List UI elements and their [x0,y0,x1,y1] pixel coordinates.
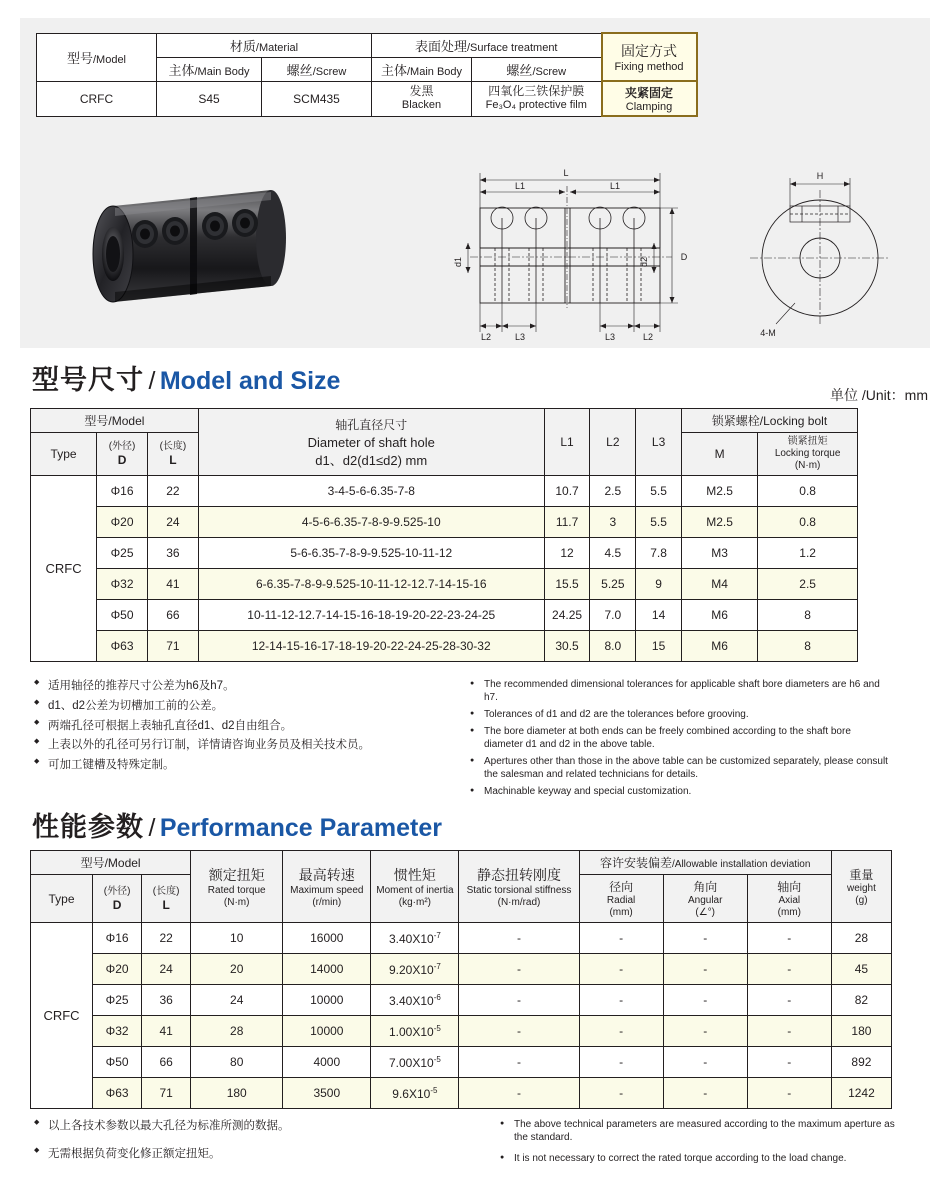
perf-cell-d: Φ25 [93,985,142,1016]
dim-label-H: H [816,171,824,181]
size-header-D-sym: D [117,453,127,467]
spec-value-surface-body [372,81,472,116]
perf-header-stiffness-unit: (N·m/rad) [497,896,541,908]
spec-value-material-body: S45 [157,81,262,116]
perf-cell-weight: 82 [831,985,891,1016]
perf-cell-axial: - [747,1047,831,1078]
perf-header-speed-en: Maximum speed [290,884,364,896]
perf-cell-inertia-exp: -5 [430,1085,438,1095]
perf-cell-weight: 1242 [831,1078,891,1109]
dim-label-bolt: 4-M [760,328,776,338]
perf-cell-weight: 180 [831,1016,891,1047]
perf-cell-inertia [371,1078,459,1109]
perf-cell-inertia [371,1016,459,1047]
size-header-L1: L1 [544,409,590,476]
size-cell-bore: 10-11-12-12.7-14-15-16-18-19-20-22-23-24-25 [198,600,544,631]
perf-cell-angular: - [663,1078,747,1109]
spec-value-material-screw: SCM435 [262,81,372,116]
perf-header-deviation [579,851,831,875]
perf-header-angular [663,875,747,923]
spec-subheader-material-body [157,57,262,81]
perf-header-deviation-zh: 容许安装偏差 [599,856,672,870]
note-item: ◆ 无需根据负荷变化修正额定扭矩。 [34,1146,474,1164]
spec-header-model-zh: 型号 [66,50,93,66]
size-header-L-zh: (长度) [159,441,187,452]
spec-value-surface-screw-zh: 四氧化三铁保护膜 [488,84,585,99]
size-cell-l: 41 [147,569,198,600]
perf-cell-speed: 10000 [283,985,371,1016]
perf-header-L [142,875,191,923]
perf-header-type: Type [31,875,93,923]
perf-cell-angular: - [663,954,747,985]
size-cell-L3: 7.8 [636,538,682,569]
perf-cell-axial: - [747,1078,831,1109]
dim-label-d1: d1 [453,256,463,268]
spec-subheader-material-body-zh: 主体 [168,62,195,78]
perf-cell-rated: 28 [191,1016,283,1047]
perf-header-angular-unit: (∠°) [695,907,716,918]
technical-drawings [450,148,950,358]
size-cell-L3: 5.5 [636,507,682,538]
spec-header-surface-en: /Surface treatment [467,41,558,54]
spec-subheader-surface-screw-en: /Screw [532,65,567,78]
table-row [31,1078,892,1109]
spec-value-fixing-zh: 夹紧固定 [624,86,673,100]
size-cell-bore: 5-6-6.35-7-8-9-9.525-10-11-12 [198,538,544,569]
perf-cell-rated: 20 [191,954,283,985]
perf-cell-rated: 24 [191,985,283,1016]
spec-header-fixing-en: Fixing method [614,61,684,73]
perf-header-weight-unit: (g) [855,895,868,906]
perf-cell-stiffness: - [459,985,579,1016]
section1-title-zh: 型号尺寸 [32,365,144,395]
size-cell-M: M6 [681,600,757,631]
perf-header-radial-unit: (mm) [609,907,633,918]
perf-cell-inertia [371,954,459,985]
size-cell-d: Φ63 [97,631,148,662]
perf-header-inertia-en: Moment of inertia [376,884,454,896]
size-cell-L3: 9 [636,569,682,600]
perf-header-rated-zh: 额定扭矩 [208,866,265,883]
table-row [31,1047,892,1078]
perf-cell-l: 36 [142,985,191,1016]
size-header-model: 型号/Model [31,409,199,433]
size-cell-bore: 6-6.35-7-8-9-9.525-10-11-12-12.7-14-15-16 [198,569,544,600]
size-cell-torque: 8 [758,631,858,662]
model-and-size-table [30,408,858,662]
size-cell-L2: 7.0 [590,600,636,631]
size-cell-d: Φ16 [97,476,148,507]
spec-value-surface-screw [472,81,602,116]
note-item: ◆ 上表以外的孔径可另行订制，详情请咨询业务员及相关技术员。 [34,737,464,755]
spec-header-material-en: /Material [255,41,299,54]
unit-note: 单位 /Unit：mm [830,387,928,403]
note-item: ◆ 以上各技术参数以最大孔径为标准所测的数据。 [34,1118,474,1136]
perf-cell-speed: 3500 [283,1078,371,1109]
spec-header-model [37,33,157,81]
note-item: ● The bore diameter at both ends can be freely combined according to the shaft bore diameter d1 and d2 in the above table. [470,725,890,751]
size-cell-d: Φ20 [97,507,148,538]
size-cell-l: 36 [147,538,198,569]
perf-cell-rated: 80 [191,1047,283,1078]
perf-cell-inertia-exp: -7 [433,961,441,971]
dim-label-L: L [563,168,569,178]
size-model-label: CRFC [31,476,97,662]
perf-header-rated [191,851,283,923]
perf-header-inertia-unit: (kg·m²) [398,896,431,908]
size-header-bore-en: Diameter of shaft hole [307,434,435,450]
perf-header-axial [747,875,831,923]
size-header-bore [198,409,544,476]
size-cell-M: M3 [681,538,757,569]
perf-header-axial-unit: (mm) [777,907,801,918]
size-cell-L1: 10.7 [544,476,590,507]
spec-subheader-surface-screw-zh: 螺丝 [506,62,533,78]
size-cell-L1: 11.7 [544,507,590,538]
perf-cell-axial: - [747,923,831,954]
spec-value-surface-body-en: Blacken [401,99,442,112]
note-item: ◆ 两端孔径可根据上表轴孔直径d1、d2自由组合。 [34,718,464,736]
perf-header-axial-en: Axial [778,895,801,906]
size-cell-L2: 5.25 [590,569,636,600]
perf-cell-inertia [371,923,459,954]
spec-value-model: CRFC [37,81,157,116]
size-cell-L2: 4.5 [590,538,636,569]
size-notes-zh [34,678,464,777]
size-cell-torque: 1.2 [758,538,858,569]
spec-subheader-surface-body [372,57,472,81]
size-header-L-sym: L [169,453,177,467]
size-header-bore-sub: d1、d2(d1≤d2) mm [315,452,428,468]
perf-cell-d: Φ16 [93,923,142,954]
size-cell-M: M6 [681,631,757,662]
spec-header-fixing-zh: 固定方式 [621,43,677,59]
perf-cell-inertia-exp: -7 [433,930,441,940]
dim-label-L2-right: L2 [642,332,654,342]
size-cell-L1: 12 [544,538,590,569]
spec-subheader-material-screw-en: /Screw [312,65,347,78]
size-cell-L2: 2.5 [590,476,636,507]
note-item: ● Apertures other than those in the above table can be customized separately, please consult the salesman and related technicians for details. [470,755,890,781]
spec-header-surface-zh: 表面处理 [414,38,467,54]
perf-cell-radial: - [579,923,663,954]
size-cell-L1: 24.25 [544,600,590,631]
size-cell-M: M4 [681,569,757,600]
table-row [31,985,892,1016]
table-row [31,569,858,600]
perf-cell-l: 71 [142,1078,191,1109]
table-row [31,507,858,538]
section1-slash: / [148,367,156,395]
note-item: ● The recommended dimensional tolerances for applicable shaft bore diameters are h6 and h7. [470,678,890,704]
size-header-L2: L2 [590,409,636,476]
table-row [31,600,858,631]
perf-cell-inertia-mantissa: 1.00X10 [388,1024,434,1039]
table-row [31,923,892,954]
dim-label-D: D [680,252,688,262]
table-row [31,631,858,662]
perf-header-radial [579,875,663,923]
size-cell-bore: 12-14-15-16-17-18-19-20-22-24-25-28-30-32 [198,631,544,662]
section2-title-zh: 性能参数 [32,812,144,842]
note-item: ◆ 适用轴径的推荐尺寸公差为h6及h7。 [34,678,464,696]
spec-header-material-zh: 材质 [229,38,256,54]
perf-cell-radial: - [579,1078,663,1109]
size-cell-torque: 0.8 [758,476,858,507]
perf-cell-radial: - [579,1016,663,1047]
perf-cell-speed: 4000 [283,1047,371,1078]
size-cell-l: 71 [147,631,198,662]
perf-cell-axial: - [747,1016,831,1047]
size-cell-L3: 15 [636,631,682,662]
spec-subheader-surface-screw [472,57,602,81]
table-row [31,954,892,985]
product-photo [75,166,325,326]
section2-title-en: Performance Parameter [159,814,442,842]
size-cell-torque: 0.8 [758,507,858,538]
size-cell-bore: 3-4-5-6-6.35-7-8 [198,476,544,507]
perf-header-inertia [371,851,459,923]
perf-header-weight-en: weight [846,883,876,894]
perf-cell-d: Φ50 [93,1047,142,1078]
perf-cell-weight: 892 [831,1047,891,1078]
perf-cell-inertia-mantissa: 9.6X10 [392,1086,431,1101]
spec-value-surface-body-zh: 发黑 [409,84,434,99]
size-cell-L1: 15.5 [544,569,590,600]
perf-cell-stiffness: - [459,1016,579,1047]
size-cell-L1: 30.5 [544,631,590,662]
perf-header-weight [831,851,891,923]
note-item: ● Machinable keyway and special customization. [470,785,890,798]
size-header-torque-en: Locking torque [774,448,841,459]
perf-cell-l: 41 [142,1016,191,1047]
perf-header-radial-en: Radial [606,895,636,906]
dim-label-L1-right: L1 [609,181,621,191]
perf-header-inertia-zh: 惯性矩 [393,866,436,883]
perf-cell-d: Φ32 [93,1016,142,1047]
section-title-performance [32,805,442,844]
perf-cell-inertia-exp: -5 [433,1023,441,1033]
spec-subheader-material-screw [262,57,372,81]
perf-header-radial-zh: 径向 [609,880,634,894]
perf-cell-angular: - [663,1047,747,1078]
note-item: ● The above technical parameters are measured according to the maximum aperture as the standard. [500,1118,900,1144]
spec-subheader-surface-body-zh: 主体 [380,62,407,78]
section-title-model-and-size [32,358,340,397]
perf-cell-angular: - [663,1016,747,1047]
spec-header-surface [372,33,602,57]
perf-cell-speed: 14000 [283,954,371,985]
perf-cell-inertia-exp: -5 [433,1054,441,1064]
perf-cell-stiffness: - [459,1047,579,1078]
size-cell-L3: 14 [636,600,682,631]
table-row [31,1016,892,1047]
perf-header-weight-zh: 重量 [849,868,874,882]
spec-value-surface-screw-en: Fe₃O₄ protective film [485,99,587,112]
size-header-type: Type [31,433,97,476]
note-item: ● Tolerances of d1 and d2 are the tolerances before grooving. [470,708,890,721]
table-row [31,538,858,569]
perf-header-stiffness-zh: 静态扭转刚度 [477,866,561,883]
size-header-D [97,433,148,476]
perf-cell-inertia-mantissa: 3.40X10 [388,993,434,1008]
size-header-D-zh: (外径) [108,441,136,452]
perf-header-angular-zh: 角向 [693,880,718,894]
perf-cell-rated: 180 [191,1078,283,1109]
dim-label-L1-left: L1 [514,181,526,191]
size-header-L [147,433,198,476]
size-cell-L2: 3 [590,507,636,538]
section1-title-en: Model and Size [159,367,341,395]
dim-label-L2-left: L2 [480,332,492,342]
size-header-torque-unit: (N·m) [794,460,821,471]
note-item: ◆ 可加工键槽及特殊定制。 [34,757,464,775]
size-cell-torque: 2.5 [758,569,858,600]
spec-subheader-surface-body-en: /Main Body [406,65,463,78]
perf-cell-stiffness: - [459,923,579,954]
perf-cell-d: Φ20 [93,954,142,985]
perf-cell-stiffness: - [459,1078,579,1109]
perf-header-speed-unit: (r/min) [312,896,342,908]
spec-subheader-material-body-en: /Main Body [194,65,250,78]
perf-cell-inertia-exp: -6 [433,992,441,1002]
note-item: ◆ d1、d2公差为切槽加工前的公差。 [34,698,464,716]
perf-header-D-zh: (外径) [103,885,131,897]
spec-value-fixing-en: Clamping [625,101,673,113]
perf-cell-inertia-mantissa: 9.20X10 [388,962,434,977]
perf-header-speed-zh: 最高转速 [298,866,355,883]
perf-header-rated-en: Rated torque [207,884,266,896]
size-cell-d: Φ32 [97,569,148,600]
size-cell-l: 24 [147,507,198,538]
spec-value-fixing [602,81,697,116]
perf-cell-speed: 10000 [283,1016,371,1047]
size-header-bolt: 锁紧螺栓/Locking bolt [681,409,857,433]
perf-header-angular-en: Angular [687,895,723,906]
perf-cell-radial: - [579,1047,663,1078]
perf-notes-zh [34,1118,474,1166]
note-item: ● It is not necessary to correct the rated torque according to the load change. [500,1152,900,1165]
performance-parameter-table [30,850,892,1109]
perf-cell-inertia-mantissa: 3.40X10 [388,931,434,946]
spec-header-model-en: /Model [92,53,127,66]
perf-notes-en [500,1118,900,1169]
section2-slash: / [148,814,156,842]
size-cell-M: M2.5 [681,507,757,538]
perf-cell-inertia [371,985,459,1016]
perf-cell-axial: - [747,954,831,985]
perf-cell-speed: 16000 [283,923,371,954]
material-spec-table [36,32,698,117]
perf-header-axial-zh: 轴向 [777,880,802,894]
perf-header-model: 型号/Model [31,851,191,875]
perf-cell-radial: - [579,985,663,1016]
size-cell-M: M2.5 [681,476,757,507]
dim-label-d2: d2 [639,256,649,268]
perf-cell-rated: 10 [191,923,283,954]
perf-header-stiffness-en: Static torsional stiffness [466,884,572,896]
perf-header-D [93,875,142,923]
size-header-M: M [681,433,757,476]
perf-cell-l: 24 [142,954,191,985]
perf-header-D-sym: D [112,897,122,912]
size-cell-d: Φ25 [97,538,148,569]
perf-header-L-sym: L [162,897,170,912]
spec-header-fixing [602,33,697,81]
size-header-torque [758,433,858,476]
perf-cell-l: 66 [142,1047,191,1078]
perf-header-stiffness [459,851,579,923]
dim-label-L3-left: L3 [514,332,526,342]
perf-cell-l: 22 [142,923,191,954]
spec-header-material [157,33,372,57]
perf-cell-weight: 28 [831,923,891,954]
table-row [31,476,858,507]
perf-cell-weight: 45 [831,954,891,985]
size-header-bore-zh: 轴孔直径尺寸 [335,417,408,432]
size-notes-en [470,678,890,802]
perf-cell-inertia-mantissa: 7.00X10 [388,1055,434,1070]
size-header-L3: L3 [636,409,682,476]
size-cell-bore: 4-5-6-6.35-7-8-9-9.525-10 [198,507,544,538]
perf-header-L-zh: (长度) [152,885,180,897]
perf-cell-radial: - [579,954,663,985]
perf-cell-stiffness: - [459,954,579,985]
size-header-torque-zh: 锁紧扭矩 [787,436,828,447]
dim-label-L3-right: L3 [604,332,616,342]
size-cell-torque: 8 [758,600,858,631]
perf-header-rated-unit: (N·m) [223,896,250,908]
size-cell-l: 22 [147,476,198,507]
perf-header-speed [283,851,371,923]
perf-header-deviation-en: /Allowable installation deviation [672,859,811,870]
size-cell-d: Φ50 [97,600,148,631]
perf-cell-angular: - [663,985,747,1016]
spec-subheader-material-screw-zh: 螺丝 [286,62,313,78]
perf-cell-axial: - [747,985,831,1016]
size-cell-L3: 5.5 [636,476,682,507]
perf-cell-inertia [371,1047,459,1078]
size-cell-l: 66 [147,600,198,631]
perf-cell-angular: - [663,923,747,954]
size-cell-L2: 8.0 [590,631,636,662]
top-specification-block [20,18,930,348]
perf-model-label: CRFC [31,923,93,1109]
perf-cell-d: Φ63 [93,1078,142,1109]
